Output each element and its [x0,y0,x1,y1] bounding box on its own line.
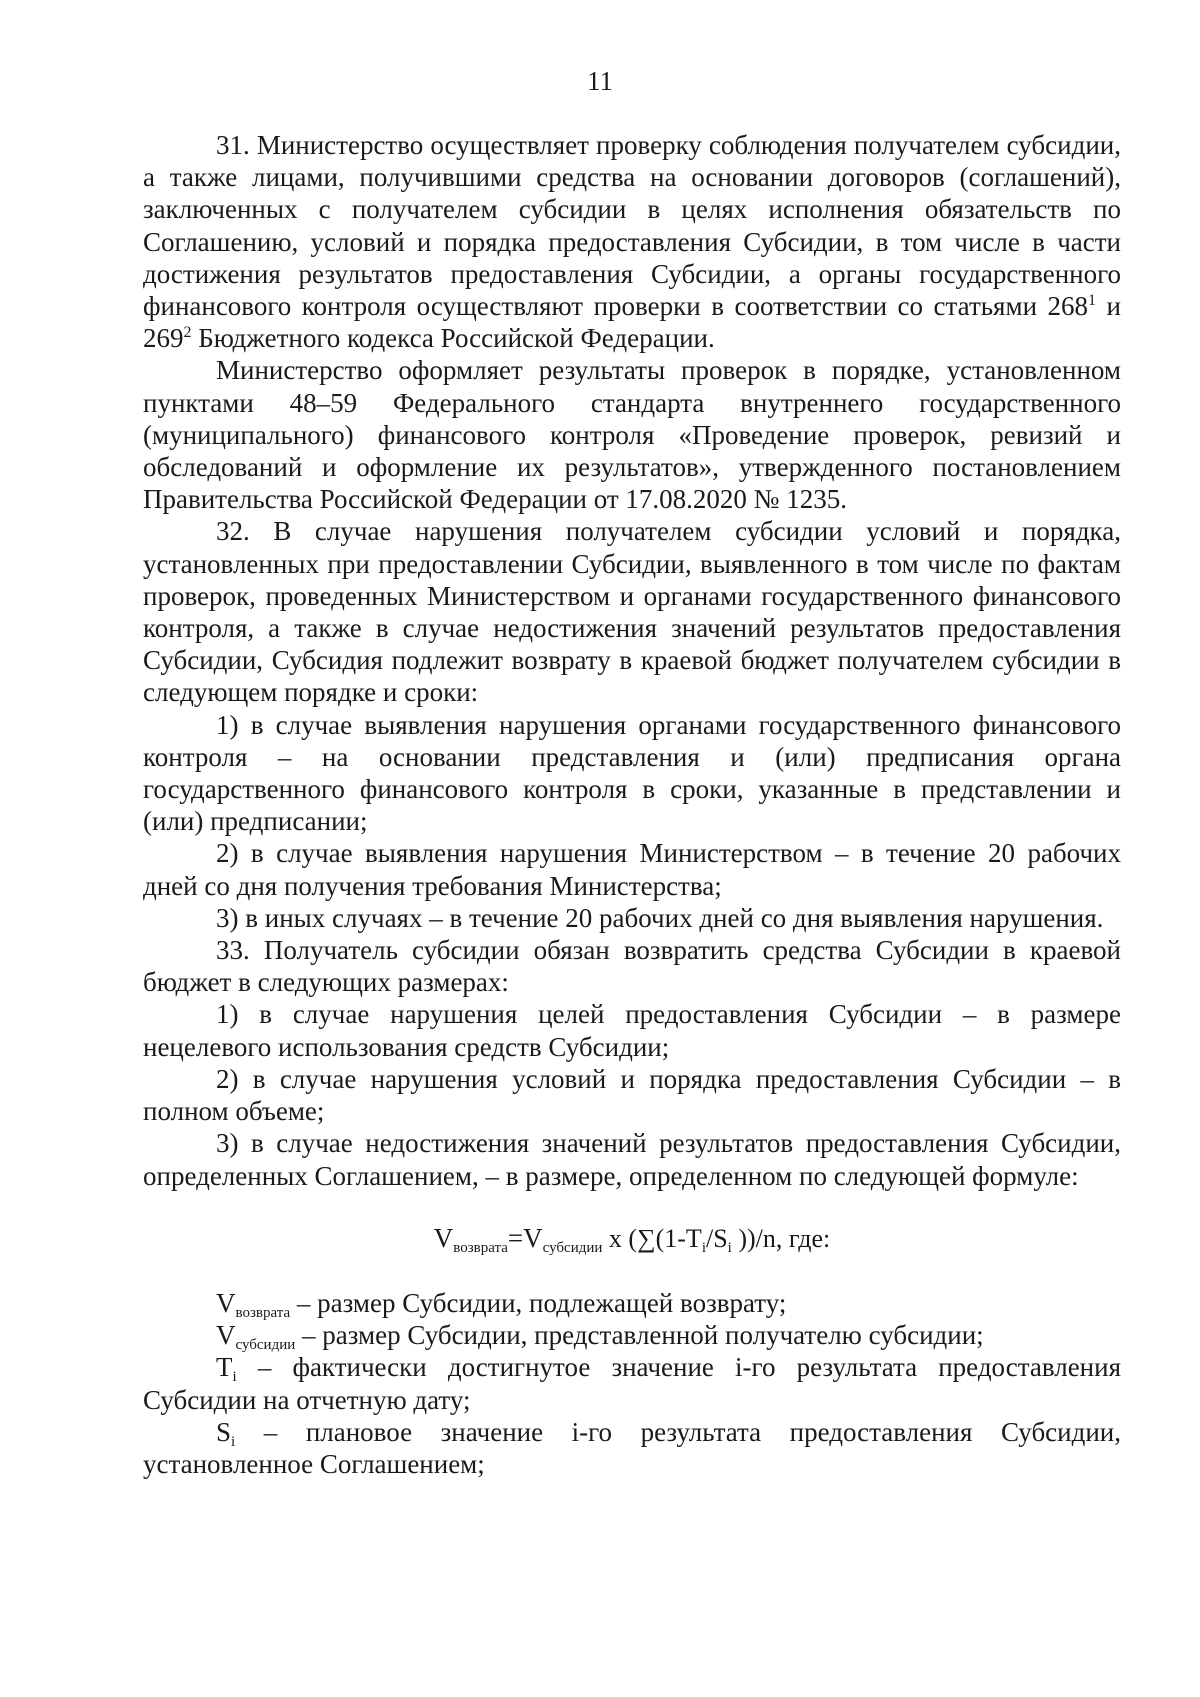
document-body [143,129,1121,1480]
paragraph-33: 33. Получатель субсидии обязан возвратить средства Субсидии в краевой бюджет в следующих размерах: [143,935,1121,998]
definition-t: $T_i$ – фактически достигнутое значение i-го результата предоставления Субсидии на отчетную дату; [143,1352,1121,1415]
paragraph-33-item-1: 1) в случае нарушения целей предоставления Субсидии – в размере нецелевого использования средств Субсидии; [143,999,1121,1062]
paragraph-31: 31. Министерство осуществляет проверку соблюдения получателем субсидии, а также лицами, получившими средства на основании договоров (соглашений), заключенных с получателем субсидии в целях исполнения обязательств по Соглашению, условий и порядка предоставления Субсидии, в том числе в части достижения результатов предоставления Субсидии, а органы государственного финансового контроля осуществляют проверки в соответствии со статьями $268^1$ и $269^2$ Бюджетного кодекса Российской Федерации. [143,130,1121,354]
paragraph-33-item-2: 2) в случае нарушения условий и порядка предоставления Субсидии – в полном объеме; [143,1063,1121,1127]
return-formula: $V_{возврата}=V_{субсидии}$ x ($\sum(1-T_i/S_i$ ))/n, где: [433,1222,831,1256]
paragraph-31-continued: Министерство оформляет результаты проверок в порядке, установленном пунктами 48–59 Федерального стандарта внутреннего государственного (муниципального) финансового контроля «Проведение проверок, ревизий и обследований и оформление их результатов», утвержденного постановлением Правительства Российской Федерации от 17.08.2020 № 1235. [143,355,1121,515]
paragraph-32: 32. В случае нарушения получателем субсидии условий и порядка, установленных при предоставлении Субсидии, выявленного в том числе по фактам проверок, проведенных Министерством и органами государственного финансового контроля, а также в случае недостижения значений результатов предоставления Субсидии, Субсидия подлежит возврату в краевой бюджет получателем субсидии в следующем порядке и сроки: [143,516,1121,708]
paragraph-32-item-1: 1) в случае выявления нарушения органами государственного финансового контроля – на основании представления и (или) предписания органа государственного финансового контроля в сроки, указанные в представлении и (или) предписании; [143,709,1121,837]
paragraph-33-item-3: 3) в случае недостижения значений результатов предоставления Субсидии, определенных Соглашением, – в размере, определенном по следующей формуле: [143,1128,1121,1191]
definition-v-return: $V_{возврата}$ – размер Субсидии, подлежащей возврату; [216,1287,787,1321]
definition-v-subsidy: $V_{субсидии}$ – размер Субсидии, представленной получателю субсидии; [216,1320,984,1354]
page-number: 11 [587,66,613,96]
paragraph-32-item-2: 2) в случае выявления нарушения Министерством – в течение 20 рабочих дней со дня получения требования Министерства; [143,838,1121,901]
definition-s: $S_i$ – плановое значение i-го результата предоставления Субсидии, установленное Соглашением; [143,1416,1121,1479]
paragraph-32-item-3: 3) в иных случаях – в течение 20 рабочих дней со дня выявления нарушения. [216,902,1104,933]
